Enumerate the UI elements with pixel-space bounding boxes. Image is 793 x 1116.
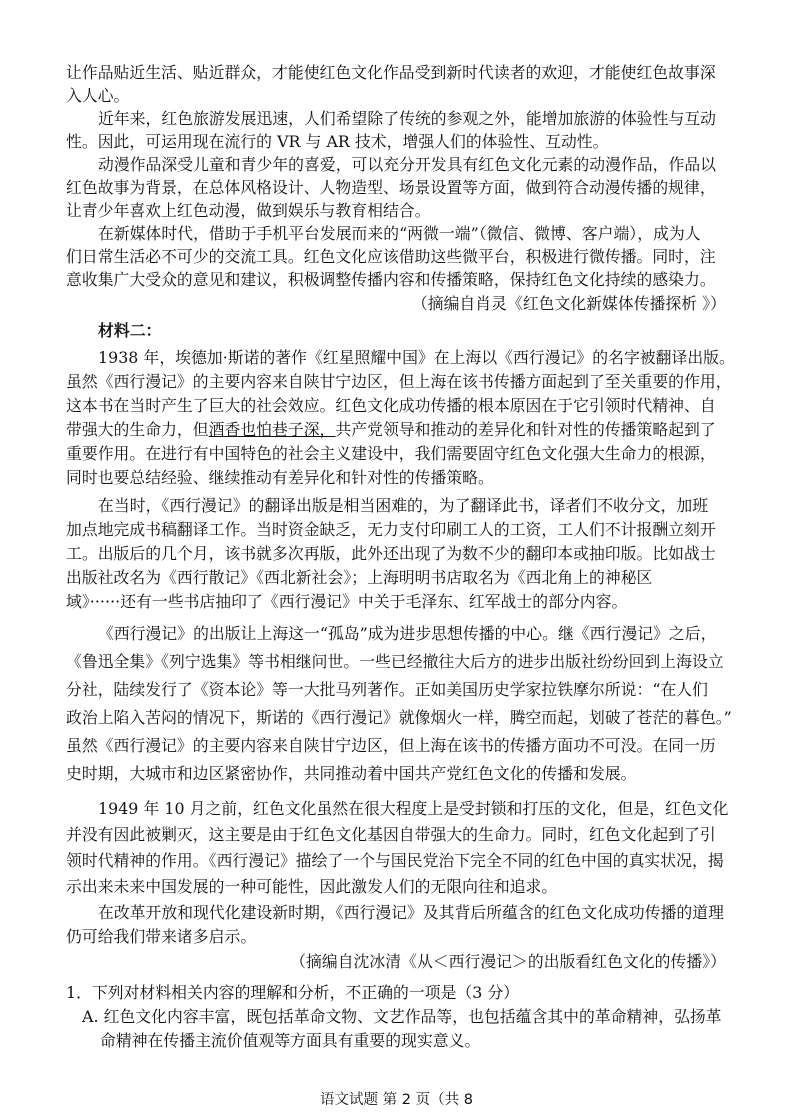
text-line: 1938 年，埃德加·斯诺的著作《红星照耀中国》在上海以《西行漫记》的名字被翻译出版。	[98, 348, 735, 367]
source-citation: （摘编自沈冰清《从＜西行漫记＞的出版看红色文化的传播》）	[290, 952, 726, 971]
underlined-phrase: 酒香也怕巷子深，	[208, 420, 336, 439]
section-heading: 材料二：	[98, 321, 162, 340]
text-line: 并没有因此被剿灭，这主要是由于红色文化基因自带强大的生命力。同时，红色文化起到了引	[66, 825, 716, 844]
text-line: 性。因此，可运用现在流行的 VR 与 AR 技术，增强人们的体验性、互动性。	[66, 132, 609, 151]
text-line: 虽然《西行漫记》的主要内容来自陕甘宁边区，但上海在该书传播方面起到了至关重要的作用，	[66, 372, 732, 391]
text-line: 史时期，大城市和边区紧密协作，共同推动着中国共产党红色文化的传播和发展。	[66, 764, 637, 783]
text-line: 出版社改名为《西行散记》《西北新社会》；上海明明书店取名为《西北角上的神秘区	[66, 568, 653, 587]
source-citation: （摘编自肖灵《红色文化新媒体传播探析 》）	[411, 294, 726, 313]
text-line: 入人心。	[66, 86, 130, 105]
text-line: 动漫作品深受儿童和青少年的喜爱，可以充分开发具有红色文化元素的动漫作品，作品以	[98, 155, 717, 174]
text-line: 仍可给我们带来诸多启示。	[66, 927, 257, 946]
question-stem: 1．下列对材料相关内容的理解和分析，不正确的一项是（3 分）	[66, 983, 520, 1002]
text-line: 工。出版后的几个月，该书就多次再版，此外还出现了为数不少的翻印本或抽印版。比如战士	[66, 544, 716, 563]
text-line: 虽然《西行漫记》的主要内容来自陕甘宁边区，但上海在该书的传播方面功不可没。在同一历	[66, 736, 716, 755]
option-a-continued: 命精神在传播主流价值观等方面具有重要的现实意义。	[100, 1031, 481, 1050]
text-line: 意收集广大受众的意见和建议，积极调整传播内容和传播策略，保持红色文化持续的感染力。	[66, 270, 716, 289]
text-line: 领时代精神的作用。《西行漫记》描绘了一个与国民党治下完全不同的红色中国的真实状况，揭	[66, 851, 724, 870]
text-line: 1949 年 10 月之前，红色文化虽然在很大程度上是受封锁和打压的文化，但是，红色文化	[98, 799, 729, 818]
text-line: 在当时，《西行漫记》的翻译出版是相当困难的，为了翻译此书，译者们不收分文，加班	[98, 496, 709, 515]
text-line: 政治上陷入苦闷的情况下，斯诺的《西行漫记》就像烟火一样，腾空而起，划破了苍茫的暮色。”	[66, 708, 732, 727]
text-line: 域》······还有一些书店抽印了《西行漫记》中关于毛泽东、红军战士的部分内容。	[66, 592, 628, 611]
text-line: 红色故事为背景，在总体风格设计、人物造型、场景设置等方面，做到符合动漫传播的规律，	[66, 178, 716, 197]
text-line: 近年来，红色旅游发展迅速，人们希望除了传统的参观之外，能增加旅游的体验性与互动	[98, 109, 717, 128]
text-line: 《鲁迅全集》《列宁选集》等书相继问世。一些已经撤往大后方的进步出版社纷纷回到上海设立	[66, 652, 724, 671]
text-segment: 带强大的生命力，但	[66, 420, 209, 439]
text-line: 们日常生活必不可少的交流工具。红色文化应该借助这些微平台，积极进行微传播。同时，注	[66, 247, 716, 266]
text-line: 这本书在当时产生了巨大的社会效应。红色文化成功传播的根本原因在于它引领时代精神、自	[66, 396, 716, 415]
text-line: 在新媒体时代，借助于手机平台发展而来的“两微一端”（微信、微博、客户端），成为人	[98, 224, 701, 243]
text-line: 在改革开放和现代化建设新时期，《西行漫记》及其背后所蕴含的红色文化成功传播的道理	[98, 903, 724, 922]
text-line: 同时也要总结经验、继续推动有差异化和针对性的传播策略。	[66, 468, 494, 487]
text-line: 分社，陆续发行了《资本论》等一大批马列著作。正如美国历史学家拉铁摩尔所说：“在人们	[66, 680, 709, 699]
text-line: 重要作用。在进行有中国特色的社会主义建设中，我们需要固守红色文化强大生命力的根源，	[66, 444, 716, 463]
page-footer: 语文试题 第 2 页（共 8	[320, 1092, 473, 1108]
text-segment: 共产党领导和推动的差异化和针对性的传播策略起到了	[335, 420, 716, 439]
option-a: A. 红色文化内容丰富，既包括革命文物、文艺作品等，也包括蕴含其中的革命精神，弘扬革	[82, 1007, 722, 1026]
text-line: 示出来未来中国发展的一种可能性，因此激发人们的无限向往和追求。	[66, 877, 558, 896]
text-line: 让青少年喜欢上红色动漫，做到娱乐与教育相结合。	[66, 201, 431, 220]
text-line: 加点地完成书稿翻译工作。当时资金缺乏，无力支付印刷工人的工资，工人们不计报酬立刻开	[66, 520, 716, 539]
text-line: 让作品贴近生活、贴近群众，才能使红色文化作品受到新时代读者的欢迎，才能使红色故事深	[66, 63, 716, 82]
text-line: 《西行漫记》的出版让上海这一“孤岛”成为进步思想传播的中心。继《西行漫记》之后，	[98, 624, 717, 643]
text-line	[66, 419, 726, 441]
